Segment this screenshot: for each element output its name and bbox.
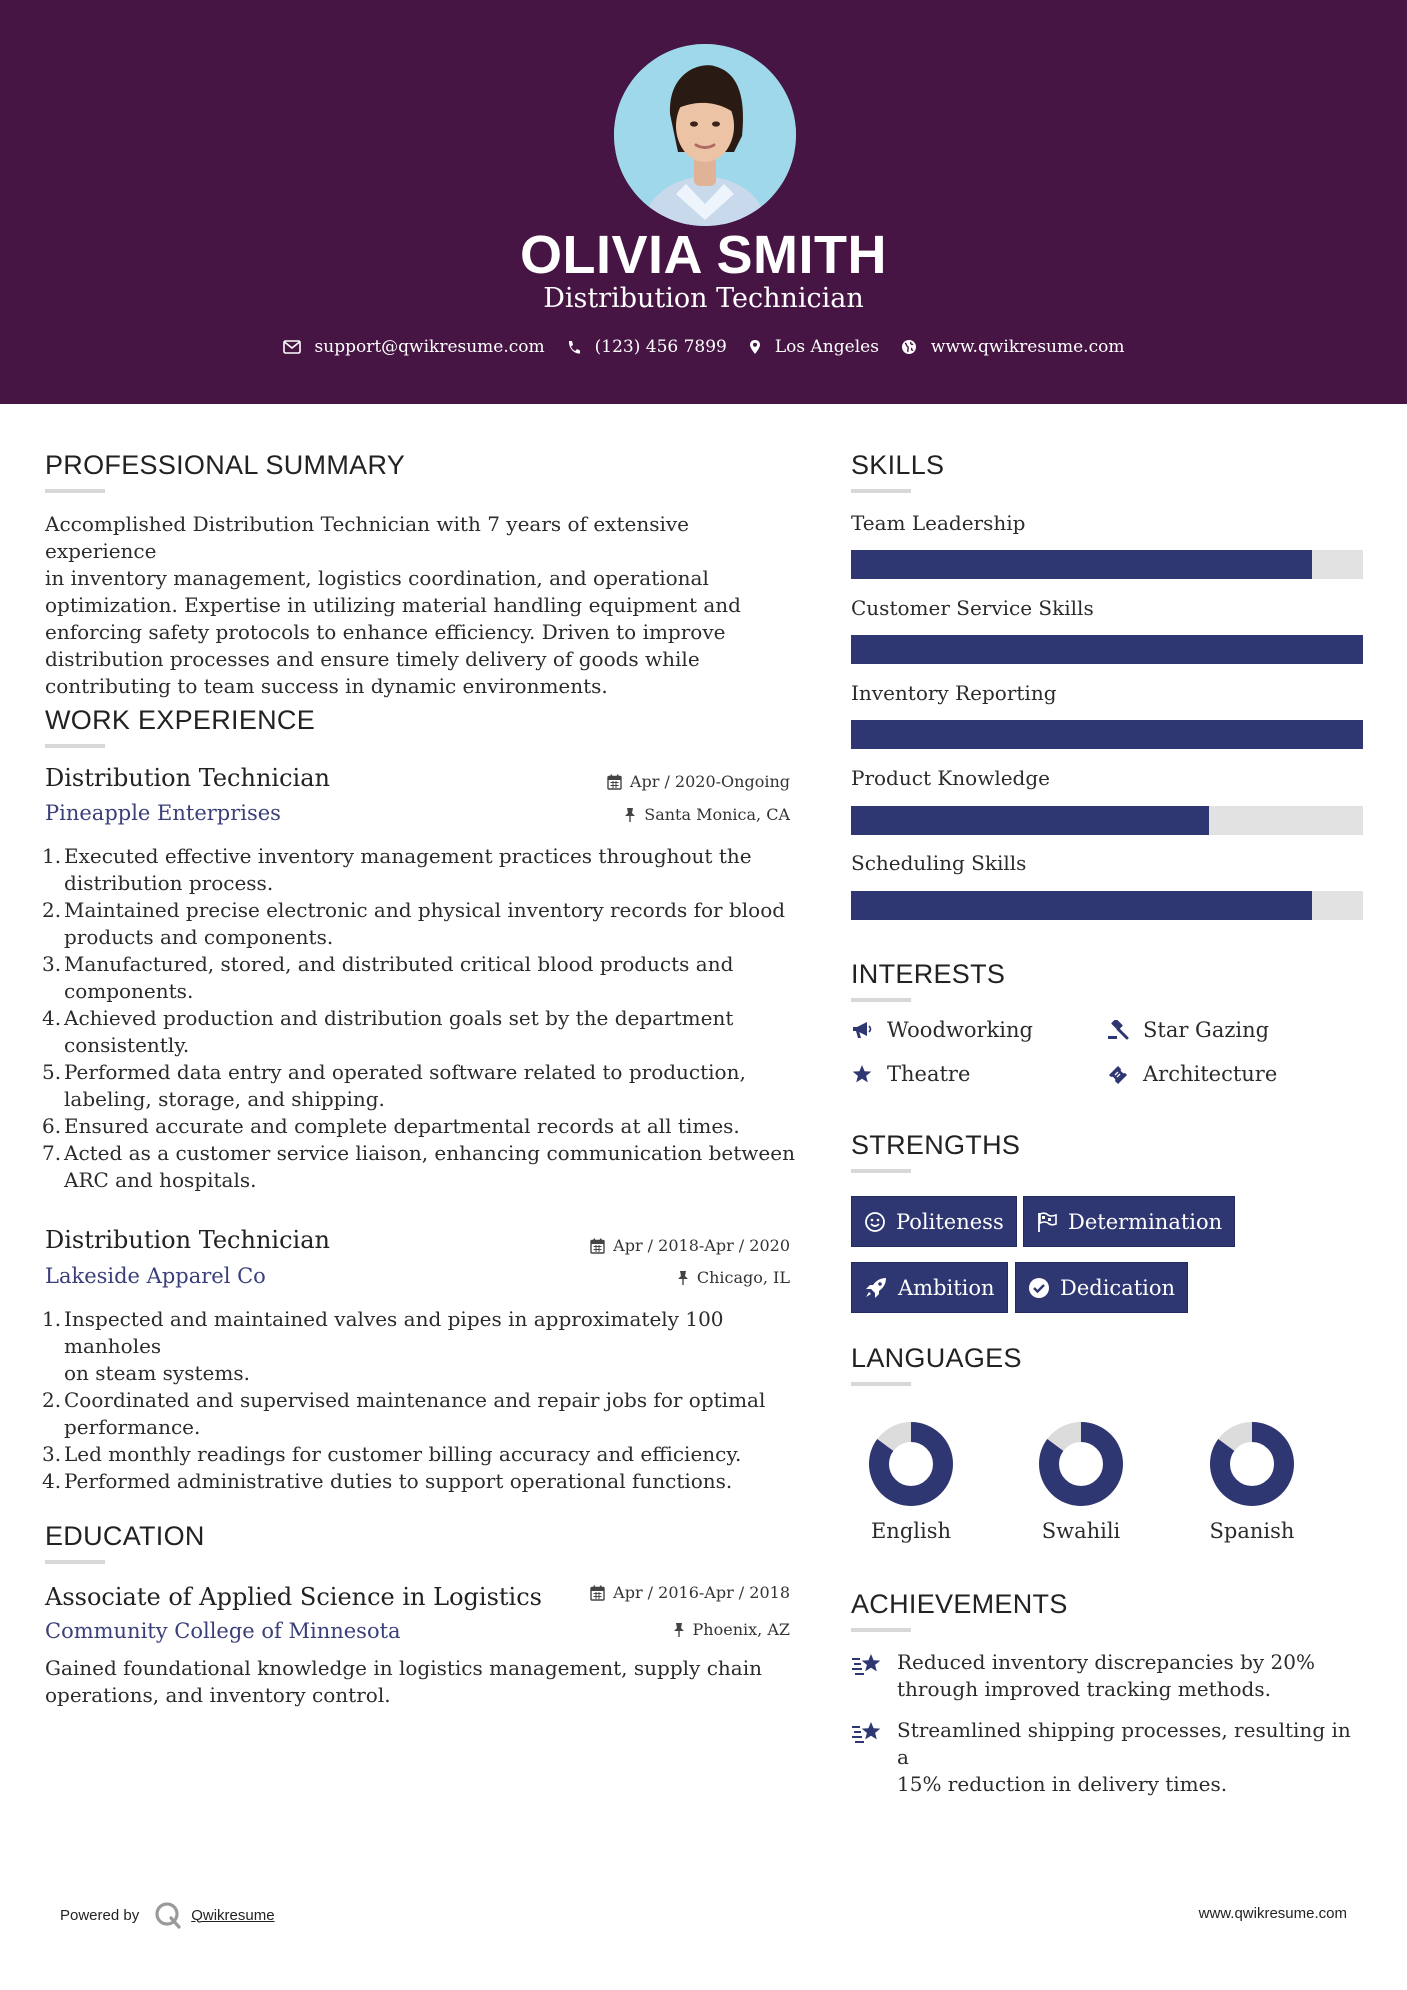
skill-label: Team Leadership [851,511,1026,535]
summary-line: in inventory management, logistics coordination, and operational [45,566,709,590]
interest-item [1107,1062,1277,1086]
shooting-star-icon [851,1651,885,1679]
duty-line: consistently. [64,1033,190,1057]
degree-title: Associate of Applied Science in Logistics [45,1583,542,1611]
list-number: 5. [42,1060,62,1084]
footer-website[interactable]: www.qwikresume.com [1198,1905,1347,1922]
job-location [677,1268,790,1287]
list-number: 3. [42,1442,62,1466]
list-item [42,1005,795,1059]
strength-badge [851,1262,1008,1313]
duty-line: Manufactured, stored, and distributed critical blood products and [64,952,734,976]
contact-website[interactable] [901,337,1125,357]
language-donut [1038,1421,1124,1507]
achievement-line: through improved tracking methods. [897,1677,1271,1701]
list-number: 6. [42,1114,62,1138]
achievement-line: Streamlined shipping processes, resulting in a [897,1718,1351,1769]
interest-label: Theatre [887,1062,971,1086]
interest-item [1107,1018,1269,1042]
phone-icon [567,340,581,355]
skill-bar-fill [851,635,1363,664]
powered-by-text: Powered by [60,1906,140,1924]
skill-bar [851,720,1363,749]
interest-label: Architecture [1143,1062,1278,1086]
job-duties-list [42,843,795,1194]
job-title: Distribution Technician [45,764,330,792]
duty-line: Ensured accurate and complete departmental records at all times. [64,1114,740,1138]
rocket-icon [864,1277,888,1299]
achievements-heading: ACHIEVEMENTS [851,1589,1068,1619]
strength-label: Dedication [1060,1275,1176,1300]
contact-phone-text: (123) 456 7899 [594,337,727,357]
list-number: 4. [42,1006,62,1030]
calendar-icon [607,774,622,790]
interest-label: Woodworking [887,1018,1033,1042]
skill-bar-fill [851,891,1312,920]
achievement-line: 15% reduction in delivery times. [897,1772,1228,1796]
contact-website-text: www.qwikresume.com [930,337,1125,357]
interests-heading: INTERESTS [851,959,1006,989]
strength-badge [1023,1196,1235,1247]
list-number: 2. [42,898,62,922]
language-donut [1209,1421,1295,1507]
list-item [42,897,795,951]
profile-photo [614,44,796,226]
language-item [1202,1421,1302,1543]
language-label: Swahili [1041,1519,1121,1543]
achievement-item [851,1717,1357,1798]
list-number: 4. [42,1469,62,1493]
duty-line: Executed effective inventory management practices throughout the [64,844,752,868]
strength-label: Ambition [898,1275,995,1300]
list-number: 3. [42,952,62,976]
summary-line: enforcing safety protocols to enhance efficiency. Driven to improve [45,620,726,644]
skill-label: Product Knowledge [851,766,1050,790]
contact-phone[interactable] [567,337,727,357]
achievement-item [851,1649,1357,1703]
duty-line: Achieved production and distribution goals set by the department [64,1006,734,1030]
list-item [42,1306,795,1387]
summary-line: contributing to team success in dynamic environments. [45,674,608,698]
footer-powered-by [60,1900,275,1930]
job-dates [590,1236,790,1255]
skill-label: Customer Service Skills [851,596,1094,620]
experience-heading: WORK EXPERIENCE [45,705,316,735]
skill-bar [851,806,1363,835]
skill-label: Inventory Reporting [851,681,1057,705]
language-label: English [870,1519,952,1543]
qwikresume-logo-icon [153,1900,183,1930]
duty-line: labeling, storage, and shipping. [64,1087,385,1111]
achievement-text [897,1717,1357,1798]
contact-location-text: Los Angeles [774,337,879,357]
strength-label: Determination [1068,1209,1223,1234]
summary-divider [45,489,105,493]
contact-email-text: support@qwikresume.com [314,337,545,357]
duty-line: Acted as a customer service liaison, enhancing communication between [64,1141,795,1165]
pushpin-icon [673,1622,685,1638]
language-item [1031,1421,1131,1543]
candidate-name: OLIVIA SMITH [520,225,887,285]
skills-heading: SKILLS [851,450,945,480]
skill-label: Scheduling Skills [851,851,1027,875]
job-location [624,805,790,824]
job-dates-text: Apr / 2020-Ongoing [629,772,790,791]
duty-line: Maintained precise electronic and physical inventory records for blood [64,898,786,922]
strength-label: Politeness [896,1209,1004,1234]
shooting-star-icon [851,1719,885,1747]
interest-item [851,1018,1033,1042]
duty-line: products and components. [64,925,334,949]
skill-bar-fill [851,806,1209,835]
education-description [45,1655,805,1709]
star-icon [851,1064,873,1084]
list-number: 1. [42,1307,62,1331]
job-dates-text: Apr / 2018-Apr / 2020 [613,1236,790,1255]
globe-icon [901,339,917,355]
list-item [42,951,795,1005]
job-location-text: Santa Monica, CA [644,805,790,824]
summary-line: distribution processes and ensure timely delivery of goods while [45,647,700,671]
portrait-illustration [614,44,796,226]
education-heading: EDUCATION [45,1521,205,1551]
achievement-text [897,1649,1357,1703]
candidate-title: Distribution Technician [543,283,864,314]
pushpin-icon [677,1270,689,1286]
gavel-icon [1107,1020,1129,1040]
summary-heading: PROFESSIONAL SUMMARY [45,450,406,480]
duty-line: components. [64,979,194,1003]
ticket-icon [1107,1064,1129,1084]
summary-line: optimization. Expertise in utilizing material handling equipment and [45,593,741,617]
envelope-icon [283,340,301,354]
job-company: Pineapple Enterprises [45,801,281,825]
list-item [42,1059,795,1113]
skill-bar [851,891,1363,920]
calendar-icon [590,1238,605,1254]
smile-icon [864,1211,886,1233]
interest-label: Star Gazing [1143,1018,1270,1042]
contact-location [749,337,879,357]
skill-bar [851,550,1363,579]
skill-bar-fill [851,720,1363,749]
job-duties-list [42,1306,795,1495]
education-dates-text: Apr / 2016-Apr / 2018 [613,1583,790,1602]
duty-line: distribution process. [64,871,274,895]
education-dates [590,1583,790,1602]
duty-line: Inspected and maintained valves and pipes in approximately 100 manholes [64,1307,724,1358]
skill-bar-fill [851,550,1312,579]
list-number: 7. [42,1141,62,1165]
achievement-line: Reduced inventory discrepancies by 20% [897,1650,1315,1674]
job-title: Distribution Technician [45,1226,330,1254]
duty-line: ARC and hospitals. [64,1168,257,1192]
list-item [42,1113,795,1140]
education-location-text: Phoenix, AZ [692,1620,790,1639]
duty-line: Performed data entry and operated software related to production, [64,1060,746,1084]
strength-badge [1015,1262,1188,1313]
skills-divider [851,489,911,493]
education-line: operations, and inventory control. [45,1683,391,1707]
list-item [42,1468,795,1495]
interests-divider [851,998,911,1002]
job-location-text: Chicago, IL [696,1268,790,1287]
list-number: 2. [42,1388,62,1412]
list-number: 1. [42,844,62,868]
calendar-icon [590,1585,605,1601]
megaphone-icon [851,1020,873,1040]
job-company: Lakeside Apparel Co [45,1264,266,1288]
summary-line: Accomplished Distribution Technician with 7 years of extensive experience [45,512,689,563]
resume-header [0,0,1407,404]
strength-badge [851,1196,1017,1247]
education-location [673,1620,790,1639]
languages-divider [851,1382,911,1386]
school-name: Community College of Minnesota [45,1619,401,1643]
list-item [42,1140,795,1194]
contact-bar [0,337,1407,357]
experience-divider [45,744,105,748]
skill-bar [851,635,1363,664]
education-line: Gained foundational knowledge in logistics management, supply chain [45,1656,762,1680]
language-label: Spanish [1209,1519,1295,1543]
check-circle-icon [1028,1277,1050,1299]
pushpin-icon [624,807,636,823]
strengths-divider [851,1169,911,1173]
duty-line: Led monthly readings for customer billing accuracy and efficiency. [64,1442,742,1466]
duty-line: performance. [64,1415,201,1439]
interest-item [851,1062,970,1086]
list-item [42,1387,795,1441]
languages-heading: LANGUAGES [851,1343,1022,1373]
map-pin-icon [749,339,761,355]
list-item [42,1441,795,1468]
summary-text [45,511,805,700]
flag-icon [1036,1211,1058,1233]
achievements-divider [851,1628,911,1632]
duty-line: on steam systems. [64,1361,250,1385]
language-donut [868,1421,954,1507]
job-dates [607,772,790,791]
list-item [42,843,795,897]
education-divider [45,1560,105,1564]
strengths-heading: STRENGTHS [851,1130,1021,1160]
language-item [861,1421,961,1543]
duty-line: Coordinated and supervised maintenance and repair jobs for optimal [64,1388,766,1412]
contact-email[interactable] [283,337,545,357]
qwikresume-brand-link[interactable]: Qwikresume [191,1906,275,1924]
duty-line: Performed administrative duties to support operational functions. [64,1469,733,1493]
